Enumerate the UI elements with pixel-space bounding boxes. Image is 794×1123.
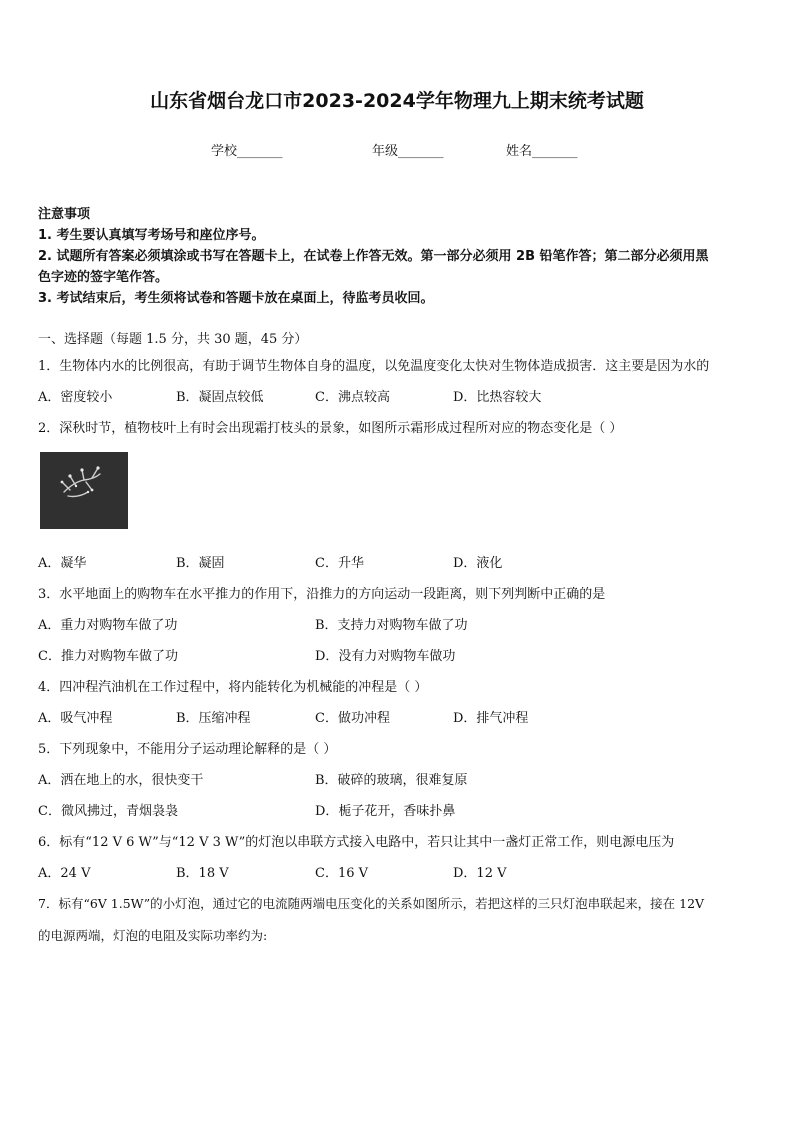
q4-option-b: B．压缩冲程 — [176, 711, 251, 726]
section-heading: 一、选择题（每题 1.5 分，共 30 题，45 分） — [38, 332, 308, 347]
q6-option-d: D．12 V — [453, 866, 507, 881]
q5-option-d: D．栀子花开，香味扑鼻 — [315, 804, 456, 819]
q2-option-b: B．凝固 — [176, 556, 225, 571]
q3-option-c: C．推力对购物车做了功 — [38, 649, 178, 664]
q6-option-c: C．16 V — [315, 866, 369, 881]
q2-option-a: A．凝华 — [38, 556, 87, 571]
question-stem-3: 3．水平地面上的购物车在水平推力的作用下，沿推力的方向运动一段距离，则下列判断中正确的是 — [38, 587, 606, 602]
q1-option-c: C．沸点较高 — [315, 390, 390, 405]
q2-option-c: C．升华 — [315, 556, 364, 571]
grade-field: 年级_______ — [372, 144, 444, 159]
q4-option-a: A．吸气冲程 — [38, 711, 113, 726]
notice-item: 1. 考生要认真填写考场号和座位序号。 — [38, 228, 265, 243]
name-field: 姓名_______ — [506, 144, 578, 159]
question-stem-7: 7．标有“6V 1.5W”的小灯泡，通过它的电流随两端电压变化的关系如图所示，若把这样的三只灯泡串联起来，接在 12V — [38, 896, 705, 911]
question-stem-5: 5．下列现象中，不能用分子运动理论解释的是（ ） — [38, 742, 337, 757]
q6-option-b: B．18 V — [176, 866, 229, 881]
q5-option-a: A．洒在地上的水，很快变干 — [38, 773, 204, 788]
q3-option-d: D．没有力对购物车做功 — [315, 649, 456, 664]
question-stem-2: 2．深秋时节，植物枝叶上有时会出现霜打枝头的景象，如图所示霜形成过程所对应的物态变化是（ ） — [38, 421, 623, 436]
q1-option-a: A．密度较小 — [38, 390, 113, 405]
notice-item: 色字迹的签字笔作答。 — [38, 270, 169, 285]
q2-option-d: D．液化 — [453, 556, 503, 571]
notice-heading: 注意事项 — [38, 207, 91, 222]
frost-branch-image — [40, 452, 128, 529]
q3-option-b: B．支持力对购物车做了功 — [315, 618, 468, 633]
q1-option-d: D．比热容较大 — [453, 390, 542, 405]
notice-item: 2. 试题所有答案必须填涂或书写在答题卡上，在试卷上作答无效。第一部分必须用 2B 铅笔作答；第二部分必须用黑 — [38, 249, 709, 264]
notice-item: 3. 考试结束后，考生须将试卷和答题卡放在桌面上，待监考员收回。 — [38, 291, 434, 306]
school-field: 学校_______ — [211, 144, 283, 159]
q4-option-c: C．做功冲程 — [315, 711, 390, 726]
q3-option-a: A．重力对购物车做了功 — [38, 618, 178, 633]
q4-option-d: D．排气冲程 — [453, 711, 529, 726]
question-stem-6: 6．标有“12 V 6 W”与“12 V 3 W”的灯泡以串联方式接入电路中，若只让其中一盏灯正常工作，则电源电压为 — [38, 835, 675, 850]
page-title: 山东省烟台龙口市2023-2024学年物理九上期末统考试题 — [150, 90, 644, 112]
q5-option-c: C．微风拂过，青烟袅袅 — [38, 804, 178, 819]
question-stem-1: 1．生物体内水的比例很高，有助于调节生物体自身的温度，以免温度变化太快对生物体造成损害．这主要是因为水的 — [38, 359, 710, 374]
q1-option-b: B．凝固点较低 — [176, 390, 264, 405]
frost-photo — [40, 452, 128, 529]
question-stem-4: 4．四冲程汽油机在工作过程中，将内能转化为机械能的冲程是（ ） — [38, 680, 428, 695]
q5-option-b: B．破碎的玻璃，很难复原 — [315, 773, 468, 788]
q6-option-a: A．24 V — [38, 866, 91, 881]
question-stem-7-continued: 的电源两端，灯泡的电阻及实际功率约为: — [38, 928, 268, 943]
